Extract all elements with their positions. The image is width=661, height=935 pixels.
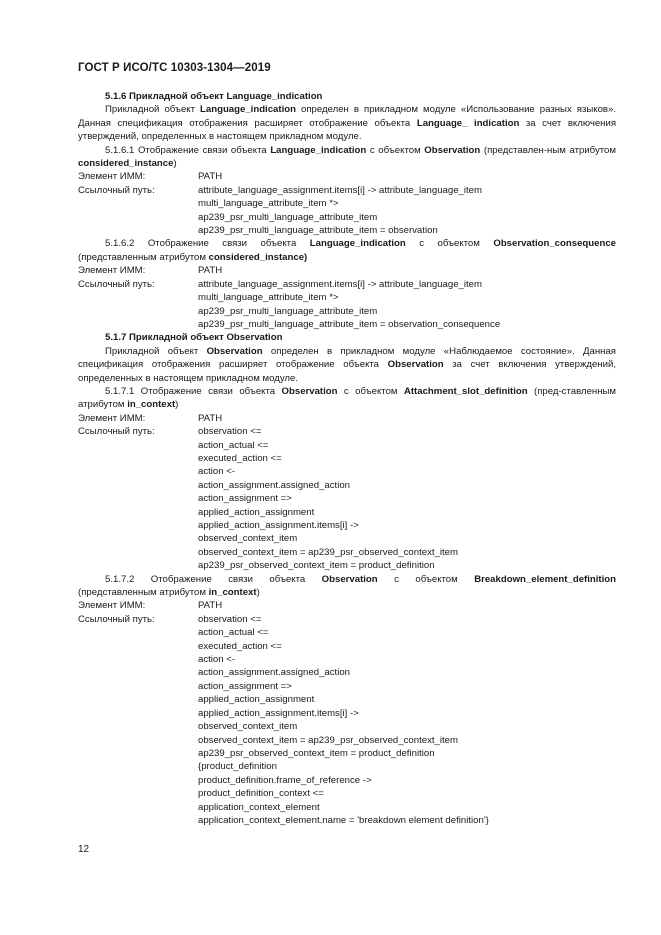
path-line: applied_action_assignment [198, 694, 315, 706]
paragraph-observation [78, 345, 616, 385]
path-line: product_definition.frame_of_reference -> [198, 774, 372, 786]
reference-path-label: Ссылочный путь: [78, 278, 155, 290]
path-line: executed_action <= [198, 452, 282, 464]
element-row [78, 170, 616, 183]
text-run: 5.1.6.1 Отображение связи объекта [105, 144, 271, 156]
bold-term: considered_instance) [208, 251, 308, 263]
mapping-intro-5-1-6-1 [78, 144, 616, 171]
reference-path-label: Ссылочный путь: [78, 426, 155, 438]
reference-path-lines [198, 425, 616, 572]
reference-path-row [78, 425, 616, 572]
paragraph-language-indication [78, 103, 616, 143]
document-body [78, 90, 616, 827]
path-line: action <- [198, 654, 236, 666]
text-run: ) [173, 158, 177, 170]
text-run: (пред-ставленным атрибутом [78, 385, 616, 411]
mapping-intro-5-1-7-2 [78, 573, 616, 586]
reference-path-row [78, 278, 616, 332]
reference-path-lines [198, 184, 616, 238]
text-run: (представлен-ным атрибутом [480, 144, 616, 156]
path-line: action_actual <= [198, 627, 269, 639]
bold-term: Language_indication [200, 104, 296, 116]
element-row [78, 599, 616, 612]
path-line: attribute_language_assignment.items[i] -> attribute_language_item [198, 278, 482, 290]
path-line: application_context_element [198, 801, 320, 813]
text-run: определен в прикладном модуле «Наблюдаемое состояние». Данная спецификация отображения расширяет отображение объекта [78, 345, 616, 371]
bold-term: in_context [127, 399, 176, 411]
path-line: ap239_psr_observed_context_item = product_definition [198, 747, 435, 759]
path-line: ap239_psr_multi_language_attribute_item [198, 305, 378, 317]
text-run: Прикладной объект [105, 104, 201, 116]
bold-term: Observation_consequence [493, 238, 616, 250]
reference-path-lines [198, 613, 616, 828]
element-label: Элемент ИММ: [78, 265, 146, 277]
bold-term: Breakdown_element_definition [474, 573, 616, 585]
element-row [78, 264, 616, 277]
element-label: Элемент ИММ: [78, 600, 146, 612]
path-line: action_actual <= [198, 439, 269, 451]
element-value: PATH [198, 412, 223, 424]
element-label: Элемент ИММ: [78, 412, 146, 424]
bold-term: Language_ indication [416, 117, 520, 129]
path-line: applied_action_assignment.items[i] -> [198, 707, 359, 719]
mapping-intro-5-1-6-2 [78, 237, 616, 250]
path-line: applied_action_assignment.items[i] -> [198, 520, 359, 531]
path-line: action <- [198, 466, 236, 478]
element-label: Элемент ИММ: [78, 171, 146, 183]
reference-path-row [78, 184, 616, 238]
bold-term: in_context [208, 587, 257, 599]
text-run: ) [256, 587, 260, 599]
path-line: ap239_psr_multi_language_attribute_item [198, 211, 378, 223]
path-line: executed_action <= [198, 640, 282, 652]
bold-term: Observation [387, 359, 444, 371]
text-run: за счет включения утверждений, определенных в настоящем прикладном модуле. [78, 117, 617, 143]
reference-path-label: Ссылочный путь: [78, 184, 155, 196]
path-line: multi_language_attribute_item *> [198, 292, 339, 304]
text-run: с объектом [337, 385, 404, 397]
text-run: (представленным атрибутом [78, 251, 209, 263]
section-heading-5-1-7: 5.1.7 Прикладной объект Observation [105, 332, 283, 344]
bold-term: Language_indication [309, 238, 406, 250]
path-line: ap239_psr_multi_language_attribute_item = observation_consequence [198, 318, 501, 330]
text-run: 5.1.6.2 Отображение связи объекта [105, 238, 310, 250]
path-line: observation <= [198, 426, 262, 438]
path-line: {product_definition [198, 761, 277, 773]
path-line: action_assignment.assigned_action [198, 479, 351, 491]
path-line: action_assignment => [198, 493, 292, 505]
element-value: PATH [198, 265, 223, 277]
page-number: 12 [78, 844, 90, 855]
bold-term: Observation [281, 385, 338, 397]
text-run: ) [175, 399, 179, 411]
path-line: attribute_language_assignment.items[i] -> attribute_language_item [198, 184, 482, 196]
text-run: с объектом [405, 238, 494, 250]
bold-term: considered_instance [78, 158, 174, 170]
bold-term: Attachment_slot_definition [403, 385, 528, 397]
bold-term: Observation [321, 573, 378, 585]
path-line: ap239_psr_observed_context_item = product_definition [198, 560, 435, 572]
text-run: с объектом [366, 144, 425, 156]
bold-term: Observation [206, 345, 263, 357]
path-line: product_definition_context <= [198, 788, 324, 800]
mapping-intro-5-1-7-2-cont [78, 586, 616, 599]
bold-term: Language_indication [270, 144, 367, 156]
path-line: application_context_element.name = 'breakdown element definition'} [198, 814, 489, 826]
path-line: action_assignment => [198, 680, 292, 692]
text-run: (представленным атрибутом [78, 587, 209, 599]
path-line: observed_context_item [198, 533, 298, 545]
text-run: 5.1.7.1 Отображение связи объекта [105, 385, 282, 397]
reference-path-label: Ссылочный путь: [78, 613, 155, 625]
path-line: action_assignment.assigned_action [198, 667, 351, 679]
section-heading-5-1-6: 5.1.6 Прикладной объект Language_indication [105, 91, 323, 102]
path-line: applied_action_assignment [198, 506, 315, 518]
path-line: ap239_psr_multi_language_attribute_item = observation [198, 225, 438, 237]
document-header: ГОСТ Р ИСО/ТС 10303-1304—2019 [78, 62, 271, 74]
path-line: multi_language_attribute_item *> [198, 198, 339, 210]
element-value: PATH [198, 600, 223, 612]
text-run: за счет включения утверждений, определенных в настоящем прикладном модуле. [78, 359, 616, 384]
mapping-intro-5-1-6-2-cont [78, 251, 616, 264]
text-run: определен в прикладном модуле «Использование разных языков». Данная спецификация отображения расширяет отображение объекта [78, 104, 617, 129]
element-value: PATH [198, 171, 223, 183]
path-line: observed_context_item [198, 721, 298, 733]
text-run: с объектом [377, 573, 475, 585]
element-row [78, 412, 616, 425]
path-line: observed_context_item = ap239_psr_observed_context_item [198, 546, 458, 558]
bold-term: Observation [424, 144, 481, 156]
text-run: Прикладной объект [105, 345, 207, 357]
mapping-intro-5-1-7-1 [78, 385, 616, 412]
path-line: observation <= [198, 613, 262, 625]
reference-path-lines [198, 278, 616, 332]
path-line: observed_context_item = ap239_psr_observed_context_item [198, 734, 458, 746]
reference-path-row [78, 613, 616, 828]
text-run: 5.1.7.2 Отображение связи объекта [105, 573, 322, 585]
